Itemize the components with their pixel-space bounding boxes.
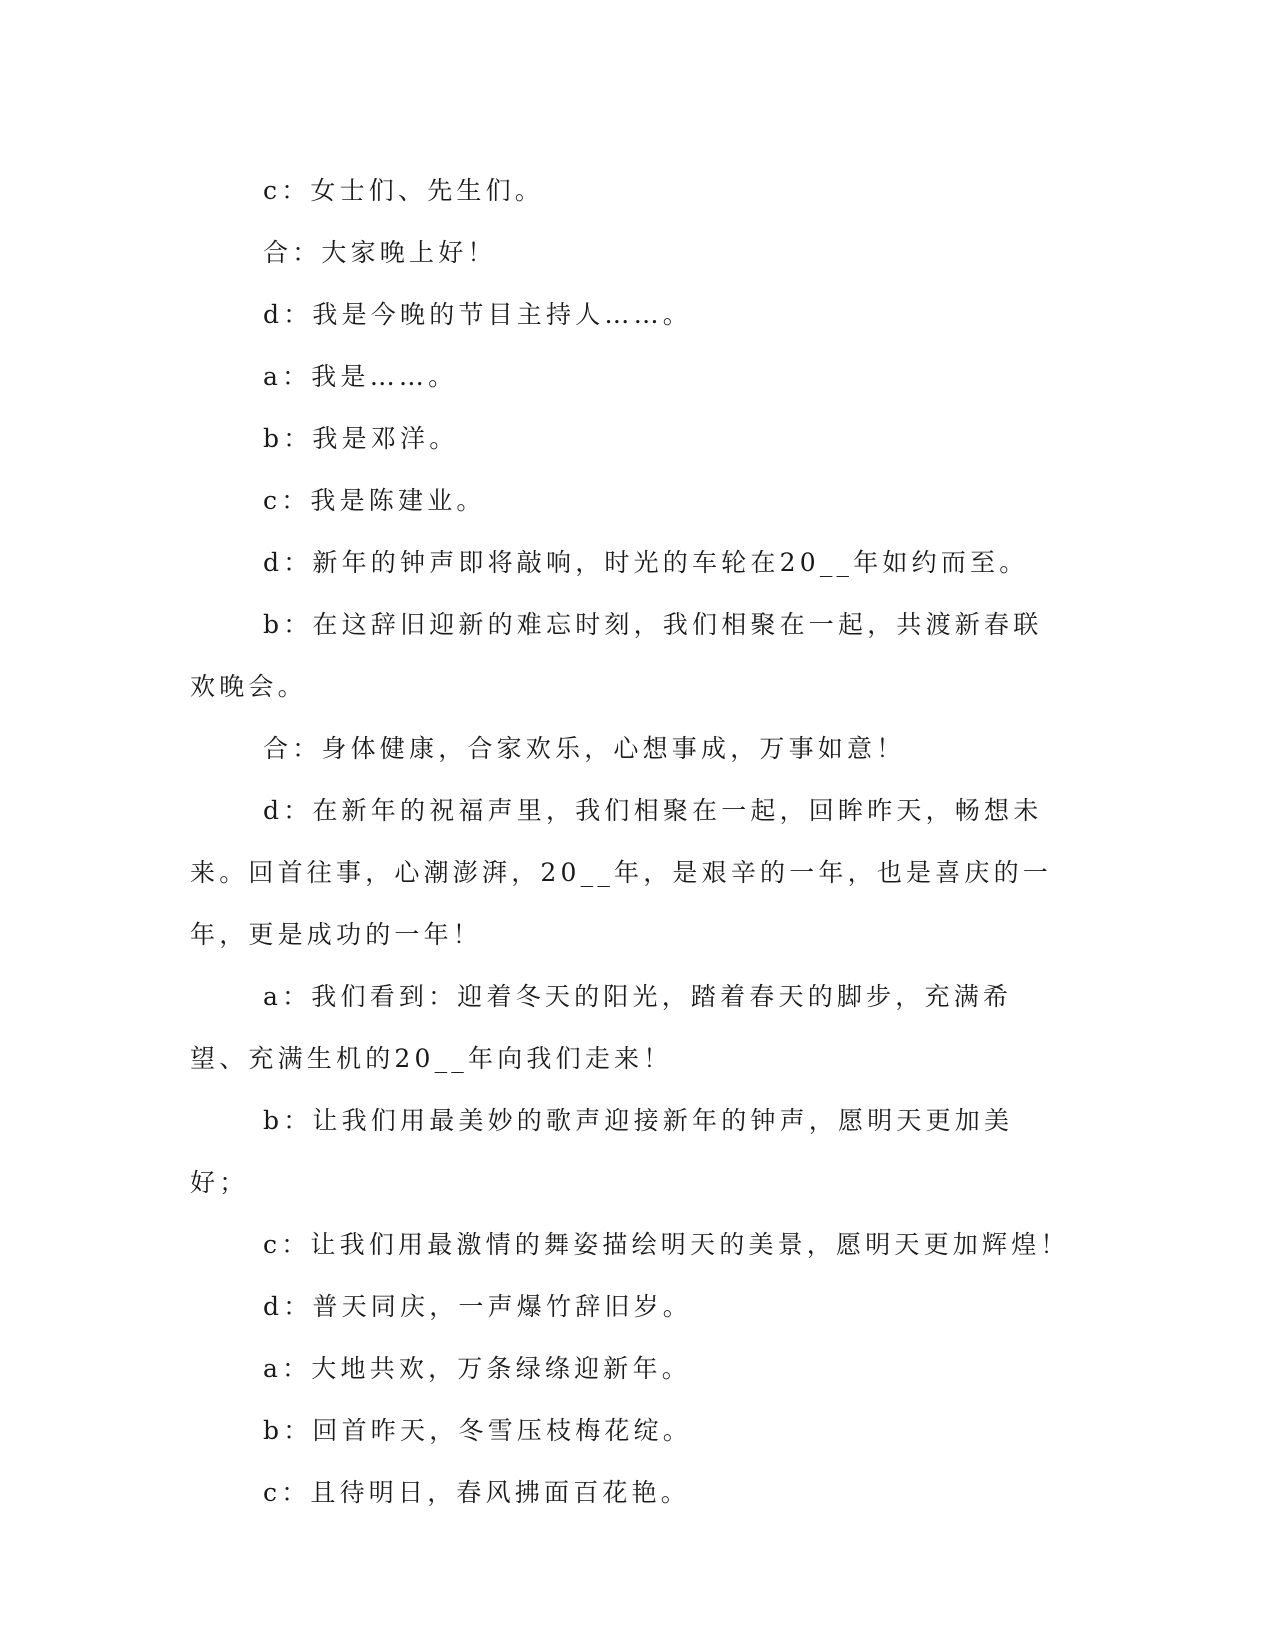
paragraph-host-d-intro: d：我是今晚的节目主持人……。	[263, 300, 693, 329]
paragraph-host-b-couplet: b：回首昨天，冬雪压枝梅花绽。	[263, 1416, 693, 1445]
paragraph-host-a-spring: a：我们看到：迎着冬天的阳光，踏着春天的脚步，充满希望、充满生机的20__年向我们走来！	[190, 982, 1013, 1073]
paragraph-host-c-couplet: c：且待明日，春风拂面百花艳。	[263, 1478, 691, 1507]
paragraph-host-d-couplet: d：普天同庆，一声爆竹辞旧岁。	[263, 1292, 693, 1321]
paragraph-all-good-evening: 合：大家晚上好！	[263, 238, 497, 267]
paragraph-host-b-intro: b：我是邓洋。	[263, 424, 459, 453]
paragraph-host-b-song: b：让我们用最美妙的歌声迎接新年的钟声，愿明天更加美好；	[190, 1106, 1014, 1197]
paragraph-host-a-couplet: a：大地共欢，万条绿绦迎新年。	[263, 1354, 691, 1383]
paragraph-host-a-intro: a：我是……。	[263, 362, 458, 391]
document-page	[190, 160, 1070, 1524]
paragraph-host-d-new-year-bell: d：新年的钟声即将敲响，时光的车轮在20__年如约而至。	[263, 548, 1029, 577]
paragraph-host-c-dance: c：让我们用最激情的舞姿描绘明天的美景，愿明天更加辉煌！	[263, 1230, 1070, 1259]
paragraph-host-b-gathering: b：在这辞旧迎新的难忘时刻，我们相聚在一起，共渡新春联欢晚会。	[190, 610, 1043, 701]
paragraph-host-c-intro: c：我是陈建业。	[263, 486, 486, 515]
paragraph-host-d-review: d：在新年的祝福声里，我们相聚在一起，回眸昨天，畅想未来。回首往事，心潮澎湃，20__年，是艰辛的一年，也是喜庆的一年，更是成功的一年！	[190, 796, 1053, 949]
paragraph-all-wishes: 合：身体健康，合家欢乐，心想事成，万事如意！	[263, 734, 906, 763]
paragraph-host-c-greeting: c：女士们、先生们。	[263, 176, 545, 205]
